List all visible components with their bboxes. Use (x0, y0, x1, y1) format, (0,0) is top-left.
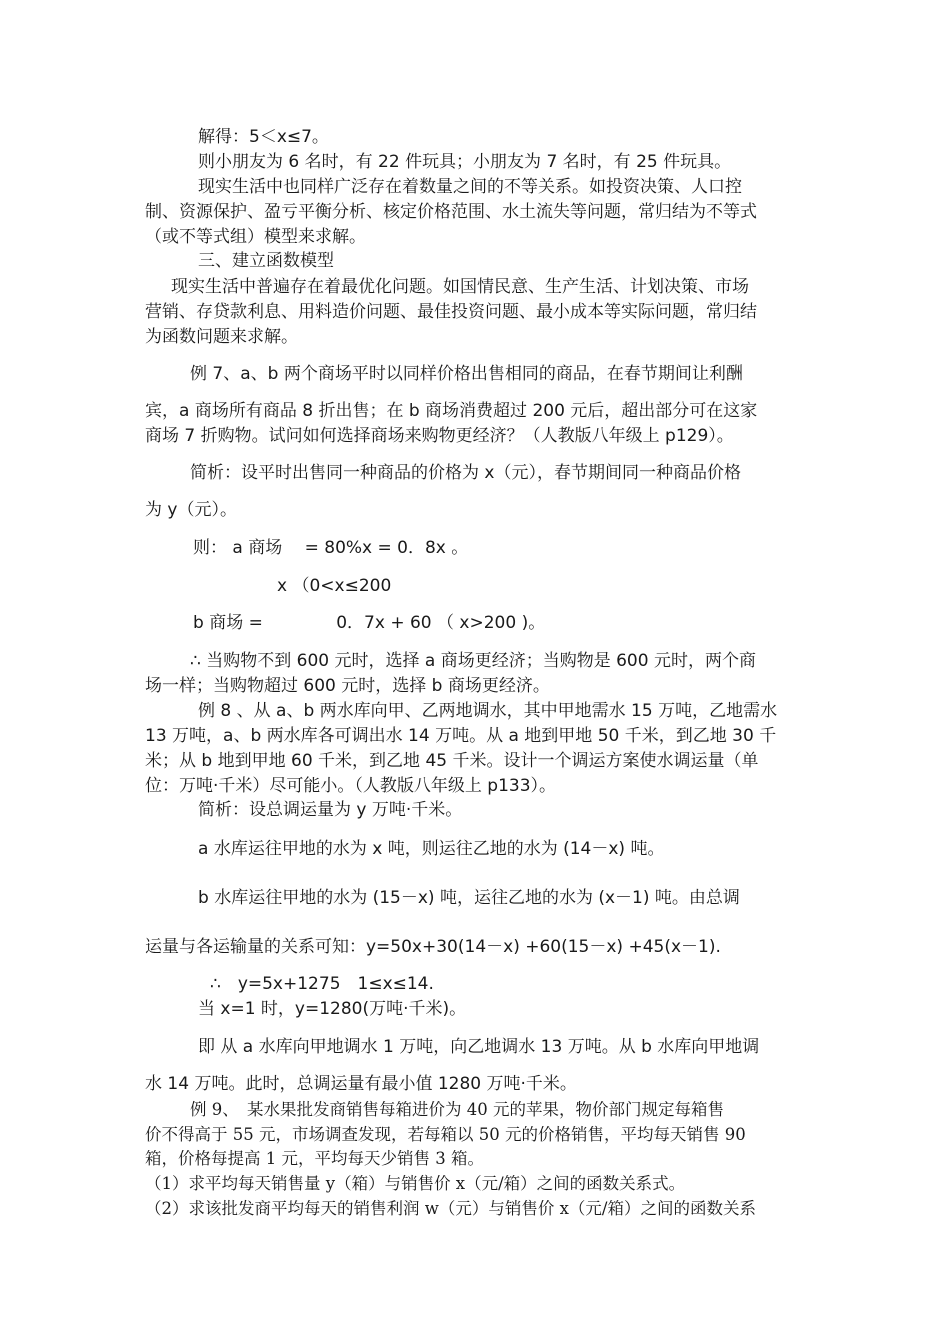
text-line: a 水库运往甲地的水为 x 吨，则运往乙地的水为 (14－x) 吨。 (198, 839, 665, 859)
text-line: 为 y（元）。 (145, 500, 237, 520)
text-line: 价不得高于 55 元，市场调查发现，若每箱以 50 元的价格销售，平均每天销售 90 (145, 1125, 746, 1144)
text-line: 为函数问题来求解。 (145, 327, 298, 347)
text-line: 现实生活中也同样广泛存在着数量之间的不等关系。如投资决策、人口控 (198, 177, 742, 197)
text-line: 解得：5＜x≤7。 (198, 127, 329, 147)
text-line: 水 14 万吨。此时，总调运量有最小值 1280 万吨·千米。 (145, 1074, 577, 1094)
text-line: 米；从 b 地到甲地 60 千米，到乙地 45 千米。设计一个调运方案使水调运量（单 (145, 751, 759, 771)
text-line: 例 7、a、b 两个商场平时以同样价格出售相同的商品，在春节期间让利酬 (190, 364, 743, 384)
section-heading: 三、建立函数模型 (198, 251, 334, 271)
text-line: （1）求平均每天销售量 y（箱）与销售价 x（元/箱）之间的函数关系式。 (145, 1174, 686, 1193)
text-line: 箱，价格每提高 1 元，平均每天少销售 3 箱。 (145, 1149, 484, 1168)
text-line: 13 万吨，a、b 两水库各可调出水 14 万吨。从 a 地到甲地 50 千米，到乙地 30 千 (145, 726, 777, 746)
text-line: 宾，a 商场所有商品 8 折出售；在 b 商场消费超过 200 元后，超出部分可在这家 (145, 401, 758, 421)
text-line: （或不等式组）模型来求解。 (145, 227, 366, 247)
text-line: 制、资源保护、盈亏平衡分析、核定价格范围、水土流失等问题，常归结为不等式 (145, 202, 757, 222)
text-line: 简析：设平时出售同一种商品的价格为 x（元），春节期间同一种商品价格 (190, 463, 741, 483)
formula-line: 则： a 商场 = 80%x = 0．8x 。 (193, 538, 469, 558)
text-line: 营销、存贷款利息、用料造价问题、最佳投资问题、最小成本等实际问题，常归结 (145, 302, 757, 322)
text-line: 商场 7 折购物。试问如何选择商场来购物更经济？（人教版八年级上 p129）。 (145, 426, 734, 446)
text-line: 位：万吨·千米）尽可能小。（人教版八年级上 p133）。 (145, 776, 557, 796)
formula-line: b 商场 = 0．7x + 60 （ x>200 )。 (193, 613, 546, 633)
text-line: 现实生活中普遍存在着最优化问题。如国情民意、生产生活、计划决策、市场 (171, 277, 749, 297)
text-line: 例 9、 某水果批发商销售每箱进价为 40 元的苹果，物价部门规定每箱售 (190, 1100, 724, 1119)
formula-line: 运量与各运输量的关系可知：y=50x+30(14－x) +60(15－x) +45(x－1). (145, 937, 721, 957)
formula-line: x （0<x≤200 (277, 576, 392, 596)
text-line: 则小朋友为 6 名时，有 22 件玩具；小朋友为 7 名时，有 25 件玩具。 (198, 152, 732, 172)
text-line: b 水库运往甲地的水为 (15－x) 吨，运往乙地的水为 (x－1) 吨。由总调 (198, 888, 740, 908)
formula-line: ∴ y=5x+1275 1≤x≤14. (210, 974, 434, 994)
text-line: （2）求该批发商平均每天的销售利润 w（元）与销售价 x（元/箱）之间的函数关系 (145, 1199, 756, 1218)
text-line: ∴ 当购物不到 600 元时，选择 a 商场更经济；当购物是 600 元时，两个商 (190, 651, 756, 671)
text-line: 场一样；当购物超过 600 元时，选择 b 商场更经济。 (145, 676, 550, 696)
text-line: 当 x=1 时，y=1280(万吨·千米)。 (198, 999, 467, 1019)
text-line: 即 从 a 水库向甲地调水 1 万吨，向乙地调水 13 万吨。从 b 水库向甲地调 (198, 1037, 760, 1057)
text-line: 例 8 、从 a、b 两水库向甲、乙两地调水，其中甲地需水 15 万吨，乙地需水 (198, 701, 778, 721)
text-line: 简析：设总调运量为 y 万吨·千米。 (198, 800, 463, 820)
